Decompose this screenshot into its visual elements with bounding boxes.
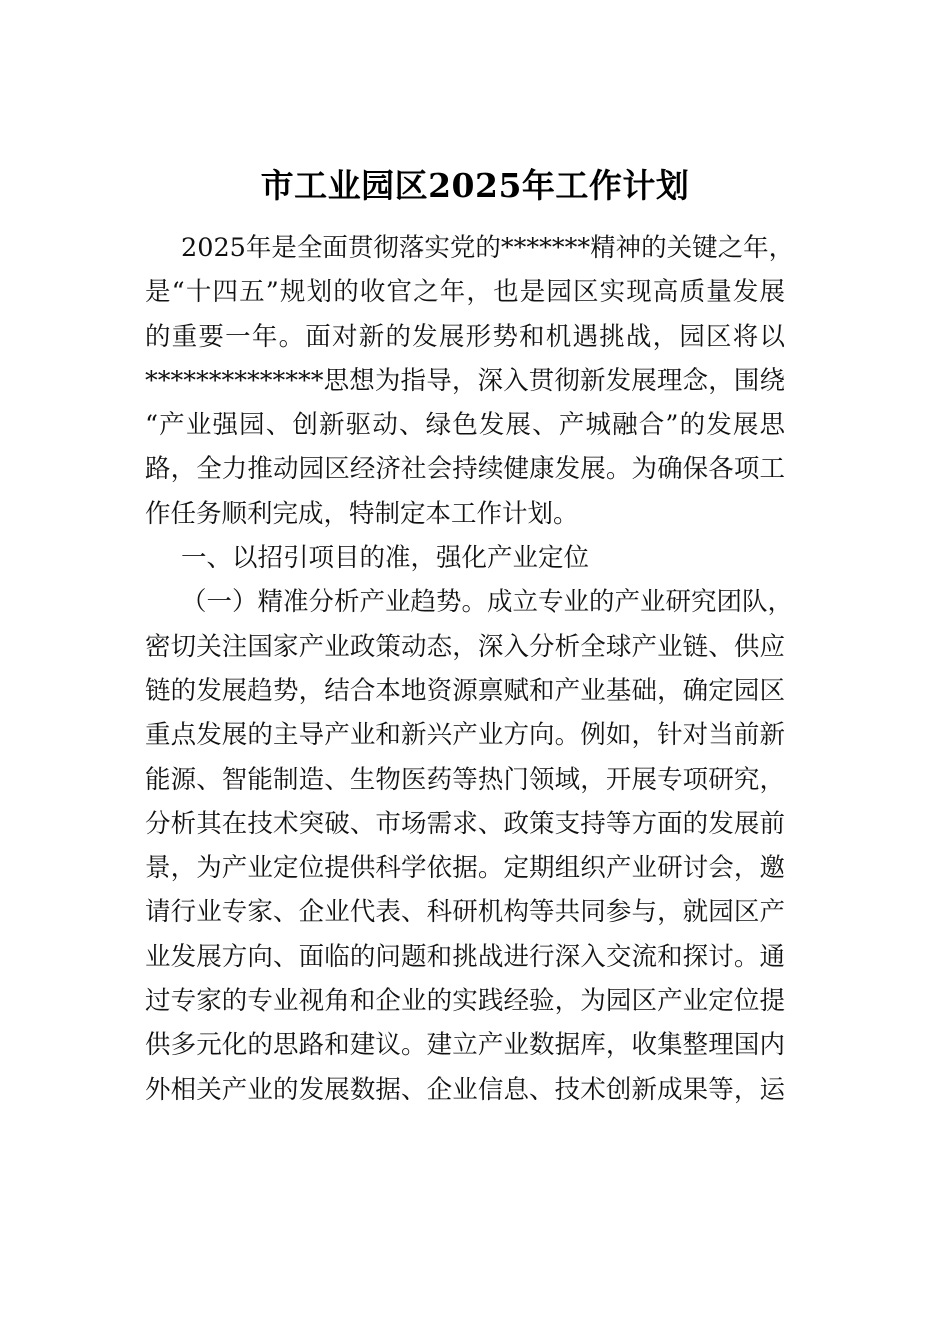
subsection-1-1-line: 分析其在技术突破、市场需求、政策支持等方面的发展前 bbox=[145, 808, 785, 839]
document-body bbox=[145, 226, 795, 1112]
intro-paragraph-line: 的重要一年。面对新的发展形势和机遇挑战，园区将以 bbox=[145, 321, 785, 352]
subsection-1-1-line: 重点发展的主导产业和新兴产业方向。例如，针对当前新 bbox=[145, 720, 785, 751]
intro-paragraph-line: 2025年是全面贯彻落实党的*******精神的关键之年， bbox=[181, 233, 795, 263]
subsection-1-1-line: 过专家的专业视角和企业的实践经验，为园区产业定位提 bbox=[145, 986, 785, 1017]
subsection-1-1-line: 供多元化的思路和建议。建立产业数据库，收集整理国内 bbox=[145, 1030, 785, 1061]
subsection-1-1-line: 密切关注国家产业政策动态，深入分析全球产业链、供应 bbox=[145, 631, 785, 662]
intro-paragraph-line: 是“十四五”规划的收官之年，也是园区实现高质量发展 bbox=[145, 277, 785, 308]
subsection-1-1-line: 能源、智能制造、生物医药等热门领域，开展专项研究， bbox=[145, 764, 785, 795]
subsection-1-1-line: 请行业专家、企业代表、科研机构等共同参与，就园区产 bbox=[145, 897, 785, 928]
intro-paragraph-line: 作任务顺利完成，特制定本工作计划。 bbox=[145, 498, 579, 529]
intro-paragraph-line: 路，全力推动园区经济社会持续健康发展。为确保各项工 bbox=[145, 454, 785, 485]
subsection-1-1-line: 业发展方向、面临的问题和挑战进行深入交流和探讨。通 bbox=[145, 941, 785, 972]
intro-paragraph-line: **************思想为指导，深入贯彻新发展理念，围绕 bbox=[145, 365, 785, 396]
intro-paragraph-line: “产业强园、创新驱动、绿色发展、产城融合”的发展思 bbox=[145, 410, 785, 441]
subsection-1-1-line: （一）精准分析产业趋势。成立专业的产业研究团队， bbox=[181, 587, 794, 618]
document-title: 市工业园区2025年工作计划 bbox=[260, 166, 690, 205]
subsection-1-1-line: 景，为产业定位提供科学依据。定期组织产业研讨会，邀 bbox=[145, 853, 785, 884]
subsection-1-1-line: 链的发展趋势，结合本地资源禀赋和产业基础，确定园区 bbox=[145, 675, 785, 706]
subsection-1-1-line: 外相关产业的发展数据、企业信息、技术创新成果等，运 bbox=[145, 1074, 785, 1105]
section-heading-1: 一、以招引项目的准，强化产业定位 bbox=[181, 543, 590, 574]
